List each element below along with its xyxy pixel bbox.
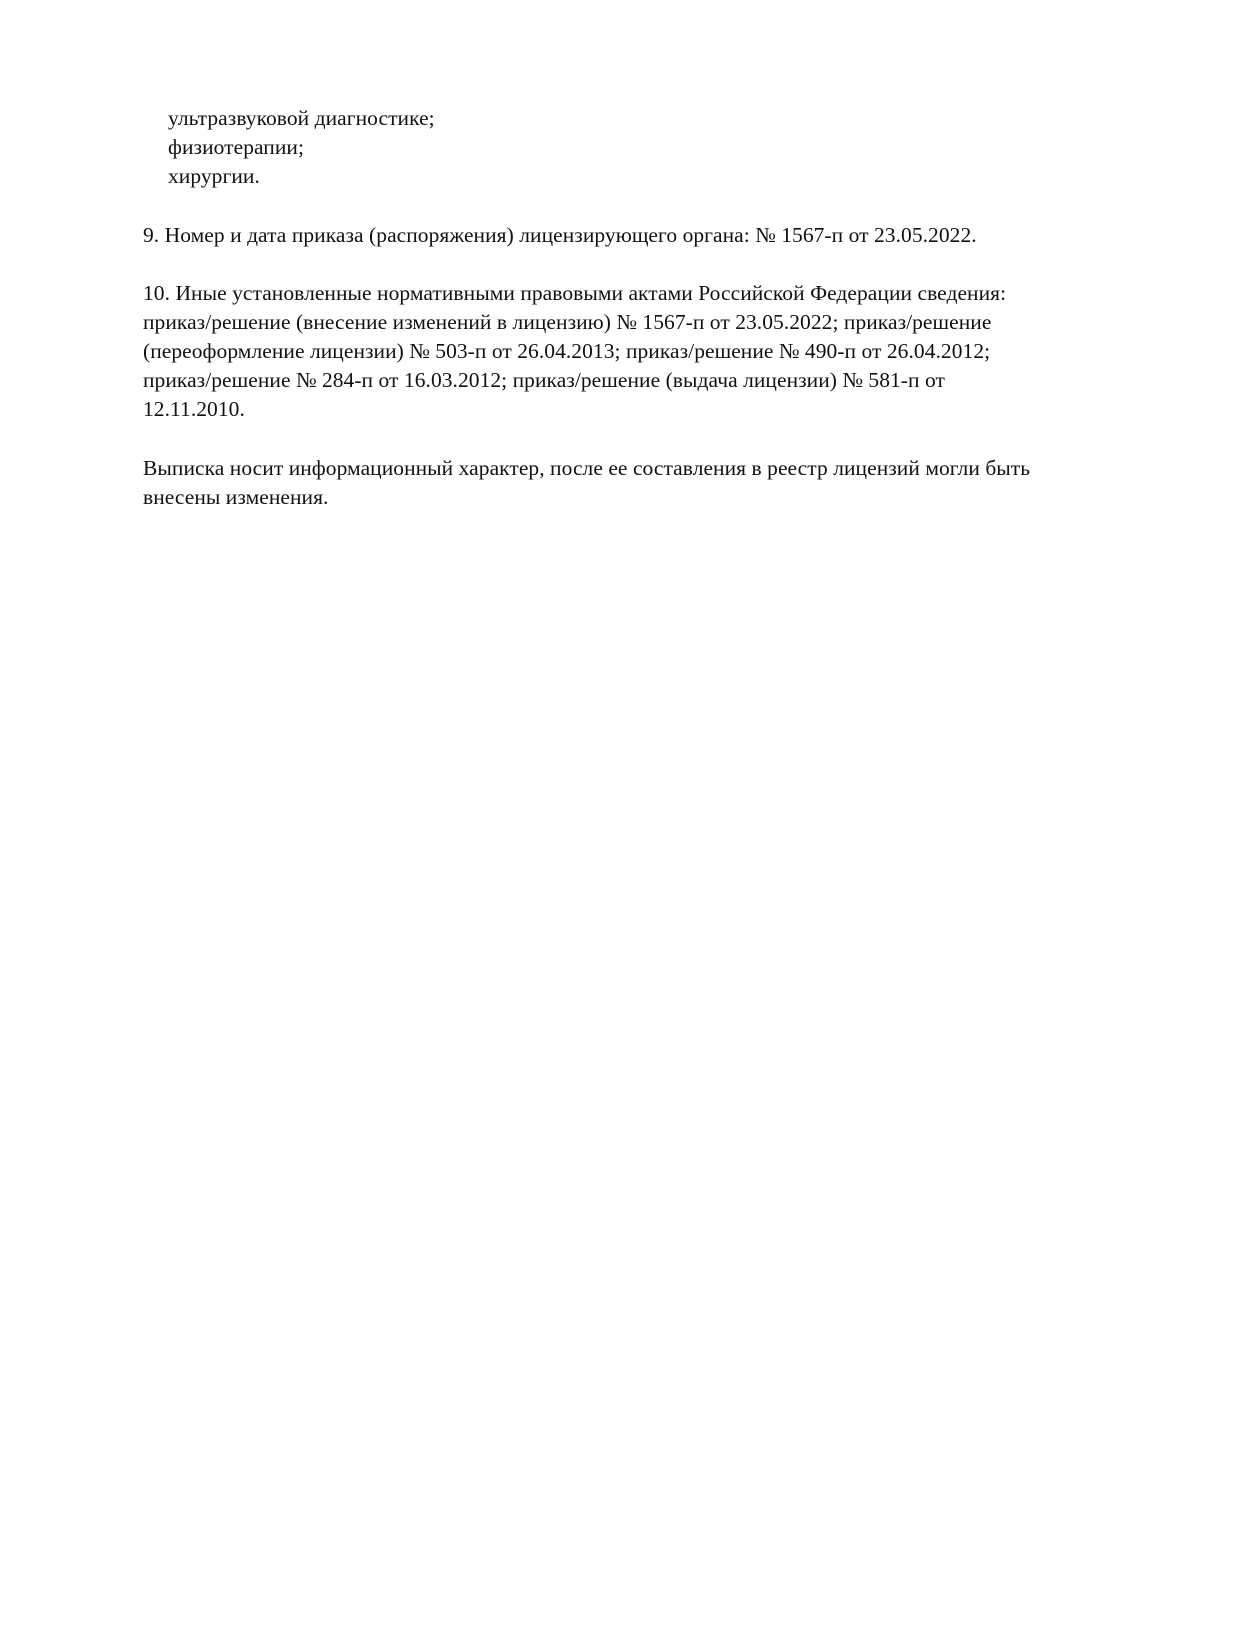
list-item: ультразвуковой диагностике; (168, 106, 435, 130)
section-10-line: приказ/решение № 284-п от 16.03.2012; приказ/решение (выдача лицензии) № 581-п от (143, 368, 945, 392)
disclaimer-line: Выписка носит информационный характер, после ее составления в реестр лицензий могли быть (143, 456, 1031, 480)
list-item: хирургии. (168, 164, 260, 188)
disclaimer-line: внесены изменения. (143, 485, 329, 509)
section-10-line: (переоформление лицензии) № 503-п от 26.04.2013; приказ/решение № 490-п от 26.04.2012; (143, 339, 991, 363)
list-item: физиотерапии; (168, 135, 304, 159)
section-9-line: 9. Номер и дата приказа (распоряжения) лицензирующего органа: № 1567-п от 23.05.2022. (143, 223, 977, 247)
section-10-line: 12.11.2010. (143, 397, 245, 421)
section-10-line: 10. Иные установленные нормативными правовыми актами Российской Федерации сведения: (143, 281, 1007, 305)
section-10-line: приказ/решение (внесение изменений в лицензию) № 1567-п от 23.05.2022; приказ/решение (143, 310, 992, 334)
